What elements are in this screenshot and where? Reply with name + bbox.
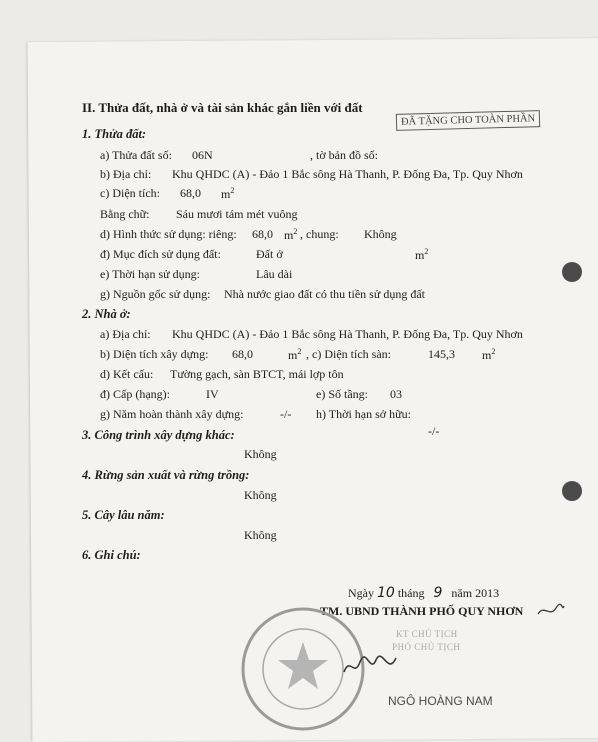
house-c-unit: $m^2$ <box>482 347 496 362</box>
house-b-value: 68,0 <box>232 347 253 361</box>
land-c-unit: $m^2$ <box>221 186 235 201</box>
house-e-label: e) Số tầng: <box>316 387 368 401</box>
section-title: II. Thửa đất, nhà ở và tài sản khác gắn liền với đất <box>82 100 363 115</box>
land-c-label: c) Diện tích: <box>100 186 160 200</box>
perennial-heading: 5. Cây lâu năm: <box>82 508 165 522</box>
other-works-dash: -/- <box>428 424 440 438</box>
signature-org: TM. UBND THÀNH PHỐ QUY NHƠN <box>320 604 524 618</box>
signature-scribble <box>340 650 400 680</box>
org-underline-flourish <box>536 600 566 620</box>
land-g-label: g) Nguồn gốc sử dụng: <box>100 287 211 301</box>
land-d-common-label: , chung: <box>300 227 339 241</box>
house-c-value: 145,3 <box>428 347 455 361</box>
land-a-map: , tờ bản đồ số: <box>310 148 379 162</box>
house-g-label: g) Năm hoàn thành xây dựng: <box>100 407 244 421</box>
land-c-value: 68,0 <box>180 186 201 200</box>
house-heading: 2. Nhà ở: <box>82 307 131 321</box>
house-e-value: 03 <box>390 387 402 401</box>
land-b-label: b) Địa chỉ: <box>100 167 152 181</box>
land-words-label: Bằng chữ: <box>100 207 150 221</box>
land-d-label: d) Hình thức sử dụng: riêng: <box>100 227 237 241</box>
other-works-heading: 3. Công trình xây dựng khác: <box>82 428 235 442</box>
land-words-value: Sáu mươi tám mét vuông <box>176 207 298 221</box>
house-h-label: h) Thời hạn sở hữu: <box>316 407 411 421</box>
land-dd-label: đ) Mục đích sử dụng đất: <box>100 247 221 261</box>
land-g-value: Nhà nước giao đất có thu tiền sử dụng đất <box>224 287 425 301</box>
forest-value: Không <box>244 488 277 502</box>
land-e-value: Lâu dài <box>256 267 293 281</box>
house-dd-value: IV <box>206 387 219 401</box>
house-b-unit: $m^2$ <box>288 347 302 362</box>
house-a-value: Khu QHDC (A) - Đảo 1 Bắc sông Hà Thanh, P. Đống Đa, Tp. Quy Nhơn <box>172 327 523 341</box>
house-a-label: a) Địa chỉ: <box>100 327 151 341</box>
land-d-common-value: Không <box>364 227 397 241</box>
land-dd-value: Đất ở <box>256 247 283 261</box>
land-b-value: Khu QHDC (A) - Đảo 1 Bắc sông Hà Thanh, P. Đống Đa, Tp. Quy Nhơn <box>172 167 523 181</box>
signer-name: NGÔ HOÀNG NAM <box>388 694 493 708</box>
signature-date: Ngày 10 tháng 9 năm 2013 <box>348 585 500 601</box>
punch-hole-top <box>562 262 582 282</box>
house-b-label: b) Diện tích xây dựng: <box>100 347 209 361</box>
notes-heading: 6. Ghi chú: <box>82 548 141 562</box>
signature-role-1: KT CHỦ TỊCH <box>396 629 458 639</box>
land-d-unit: $m^2$ <box>284 227 298 242</box>
land-heading: 1. Thửa đất: <box>82 127 147 141</box>
transfer-stamp: ĐÃ TẶNG CHO TOÀN PHẦN <box>396 110 541 131</box>
forest-heading: 4. Rừng sản xuất và rừng trồng: <box>82 468 250 482</box>
house-d-value: Tường gạch, sàn BTCT, mái lợp tôn <box>170 367 344 381</box>
land-d-value: 68,0 <box>252 227 273 241</box>
house-d-label: d) Kết cấu: <box>100 367 154 381</box>
punch-hole-bottom <box>562 481 582 501</box>
land-a-value: 06N <box>192 148 213 162</box>
land-dd-unit: $m^2$ <box>415 247 429 262</box>
house-g-value: -/- <box>280 407 292 421</box>
land-e-label: e) Thời hạn sử dụng: <box>100 267 200 281</box>
land-a-label: a) Thửa đất số: <box>100 148 172 162</box>
house-c-label: , c) Diện tích sàn: <box>306 347 391 361</box>
signature-role-2: PHÓ CHỦ TỊCH <box>392 642 461 652</box>
perennial-value: Không <box>244 528 277 542</box>
house-dd-label: đ) Cấp (hạng): <box>100 387 170 401</box>
other-works-value: Không <box>244 447 277 461</box>
